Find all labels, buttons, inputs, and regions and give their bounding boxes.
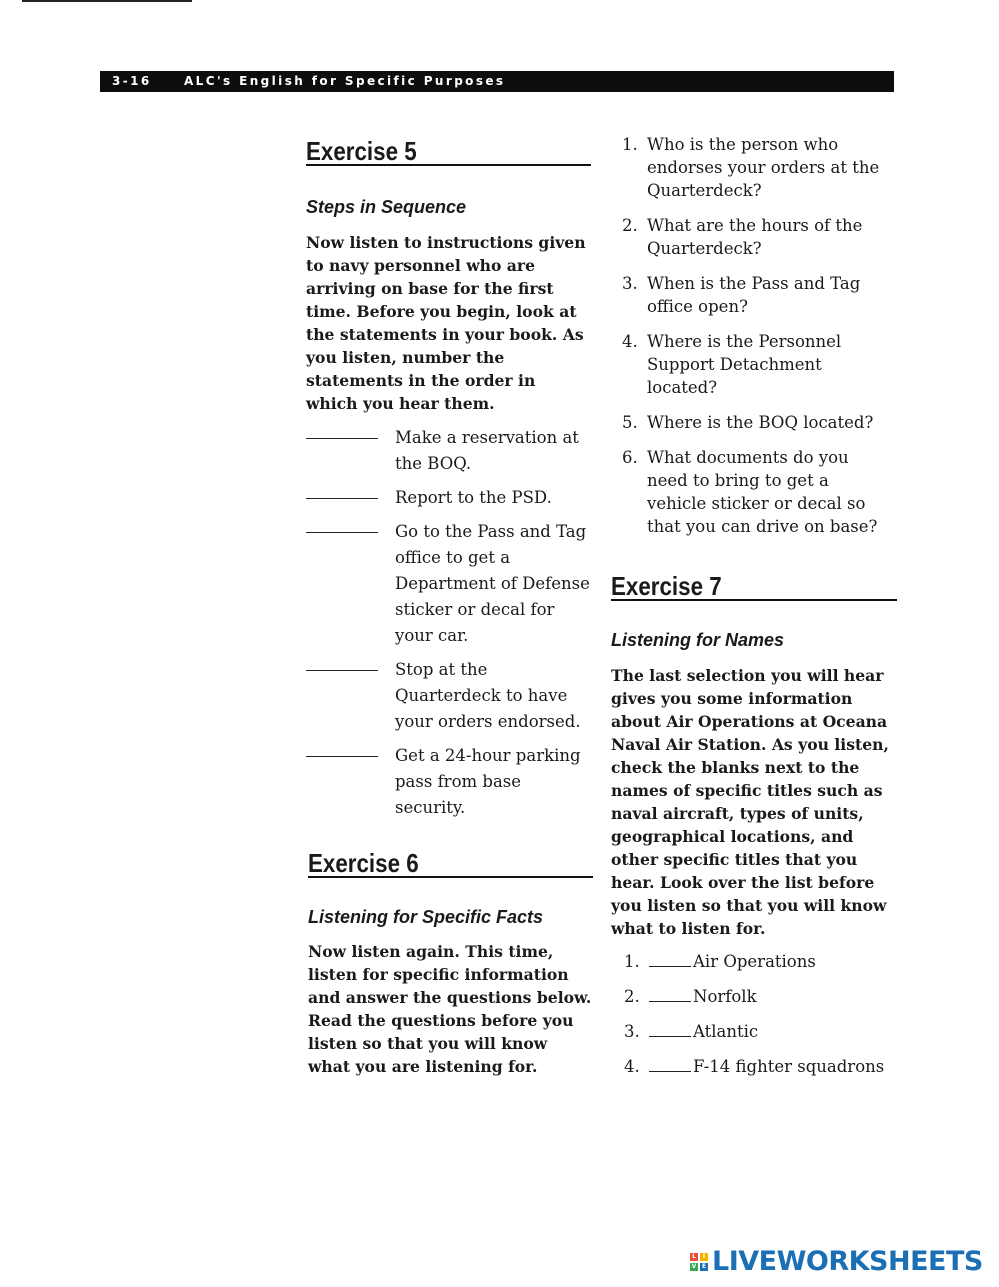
question-text: Who is the person who endorses your orders at the Quarterdeck? bbox=[647, 135, 880, 200]
check-blank[interactable] bbox=[649, 986, 691, 1002]
sequence-item-text: Make a reservation at the BOQ. bbox=[395, 428, 579, 473]
exercise-7-subtitle: Listening for Names bbox=[611, 630, 785, 650]
sequence-item bbox=[306, 425, 592, 477]
question-text: Where is the Personnel Support Detachment located? bbox=[647, 332, 842, 397]
exercise-7-title: Exercise 7 bbox=[611, 571, 722, 601]
exercise-5-section bbox=[306, 136, 592, 821]
brand-name: LIVEWORKSHEETS bbox=[712, 1246, 983, 1277]
number-blank[interactable] bbox=[306, 498, 378, 499]
sequence-item-text: Report to the PSD. bbox=[395, 488, 552, 507]
number-blank[interactable] bbox=[306, 756, 378, 757]
check-blank[interactable] bbox=[649, 951, 691, 967]
sequence-item bbox=[306, 743, 592, 821]
checklist-item: 4. F-14 fighter squadrons bbox=[624, 1057, 885, 1076]
liveworksheets-logo bbox=[690, 1247, 983, 1277]
question-text: What documents do you need to bring to get a vehicle sticker or decal so that you can drive on base? bbox=[647, 448, 878, 536]
number-blank[interactable] bbox=[306, 670, 378, 671]
number-blank[interactable] bbox=[306, 532, 378, 533]
exercise-5-subtitle: Steps in Sequence bbox=[306, 197, 467, 217]
exercise-6-title: Exercise 6 bbox=[308, 848, 419, 878]
question-item: 6. What documents do you need to bring to get a vehicle sticker or decal so that you can drive on base? bbox=[622, 446, 897, 538]
names-checklist bbox=[624, 950, 898, 1078]
sequence-item bbox=[306, 485, 592, 511]
exercise-6-questions bbox=[622, 133, 897, 538]
exercise-6-subtitle: Listening for Specific Facts bbox=[308, 907, 544, 927]
question-item: 1. Who is the person who endorses your orders at the Quarterdeck? bbox=[622, 135, 880, 200]
check-blank[interactable] bbox=[649, 1021, 691, 1037]
checklist-text: F-14 fighter squadrons bbox=[693, 1057, 885, 1076]
exercise-5-instructions: Now listen to instructions given to navy personnel who are arriving on base for the first time. Before you begin, look at the statements in your book. As you listen, number the statements in the order in which you hear them. bbox=[306, 233, 586, 413]
question-item: 5. Where is the BOQ located? bbox=[622, 413, 874, 432]
question-text: Where is the BOQ located? bbox=[647, 413, 874, 432]
number-blank[interactable] bbox=[306, 438, 378, 439]
question-text: What are the hours of the Quarterdeck? bbox=[647, 216, 863, 258]
question-item: 2. What are the hours of the Quarterdeck? bbox=[622, 216, 863, 258]
checklist-item: 3. Atlantic bbox=[624, 1022, 759, 1041]
top-edge-rule bbox=[22, 0, 192, 2]
running-header bbox=[100, 71, 894, 92]
question-item: 3. When is the Pass and Tag office open? bbox=[622, 274, 861, 316]
checklist-text: Air Operations bbox=[693, 952, 816, 971]
sequence-item bbox=[306, 519, 592, 649]
exercise-7-instructions: The last selection you will hear gives you some information about Air Operations at Oceana Naval Air Station. As you listen, check the blanks next to the names of specific titles such as naval aircraft, types of units, geographical locations, and other specific titles that you hear. Look over the list before you listen so that you will know what to listen for. bbox=[611, 666, 889, 938]
sequence-item bbox=[306, 657, 592, 735]
sequence-list bbox=[306, 425, 592, 821]
sequence-item-text: Go to the Pass and Tag office to get a Department of Defense sticker or decal for your car. bbox=[395, 522, 590, 645]
book-title: ALC's English for Specific Purposes bbox=[184, 74, 506, 88]
question-item: 4. Where is the Personnel Support Detachment located? bbox=[622, 332, 842, 397]
sequence-item-text: Stop at the Quarterdeck to have your orders endorsed. bbox=[395, 660, 581, 731]
sequence-item-text: Get a 24-hour parking pass from base security. bbox=[395, 746, 581, 817]
checklist-item: 1. Air Operations bbox=[624, 952, 816, 971]
check-blank[interactable] bbox=[649, 1056, 691, 1072]
exercise-5-title: Exercise 5 bbox=[306, 136, 417, 166]
logo-grid-icon: L I V E bbox=[691, 1253, 707, 1270]
page-number: 3-16 bbox=[112, 74, 152, 88]
checklist-item: 2. Norfolk bbox=[624, 987, 757, 1006]
question-text: When is the Pass and Tag office open? bbox=[647, 274, 861, 316]
checklist-text: Atlantic bbox=[693, 1022, 759, 1041]
checklist-text: Norfolk bbox=[693, 987, 757, 1006]
exercise-6-section bbox=[308, 848, 594, 1078]
exercise-7-section bbox=[611, 571, 898, 1078]
exercise-6-instructions: Now listen again. This time, listen for specific information and answer the questions below. Read the questions before you listen so that you will know what you are listening for. bbox=[308, 942, 592, 1076]
